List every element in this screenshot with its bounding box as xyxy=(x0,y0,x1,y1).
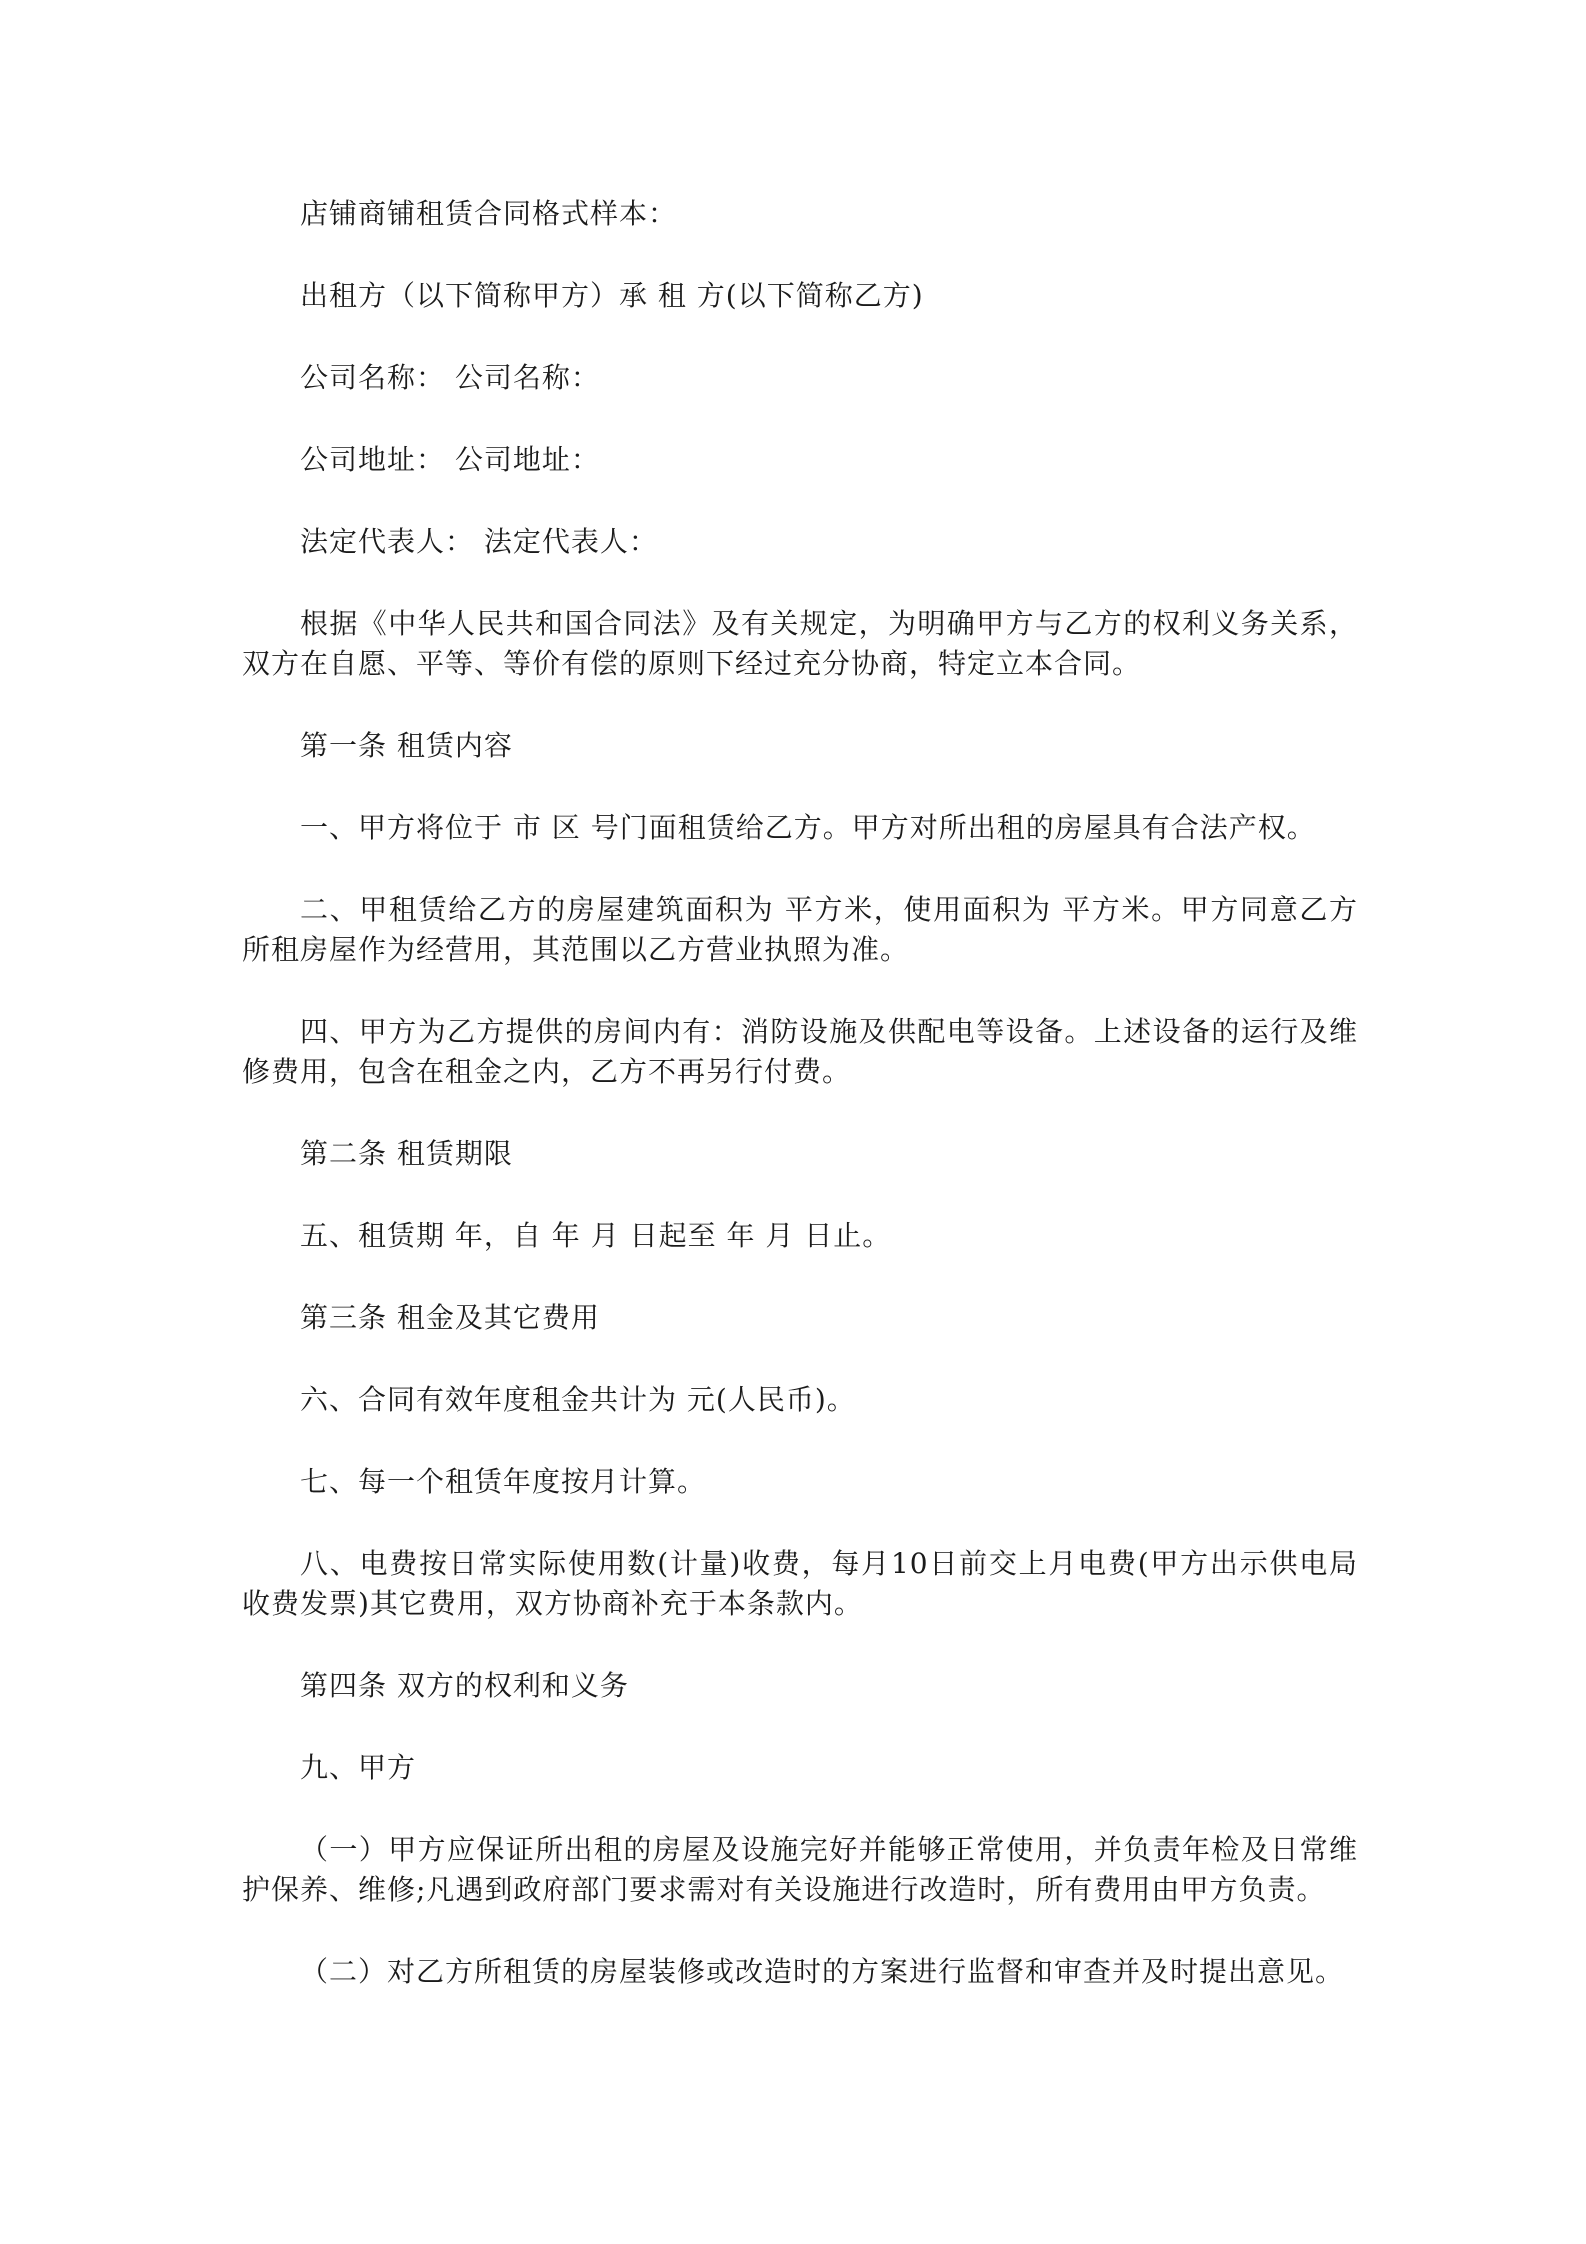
clause-7: 七、每一个租赁年度按月计算。 xyxy=(300,1465,707,1498)
clause-2: 二、甲租赁给乙方的房屋建筑面积为 平方米，使用面积为 平方米。甲方同意乙方所租房屋作为经营用，其范围以乙方营业执照为准。 xyxy=(242,893,1358,966)
article-1-heading: 第一条 租赁内容 xyxy=(300,729,513,762)
document-page xyxy=(242,194,1358,2034)
legal-representative-line: 法定代表人： 法定代表人： xyxy=(300,525,658,558)
clause-8: 八、电费按日常实际使用数(计量)收费，每月10日前交上月电费(甲方出示供电局收费发票)其它费用，双方协商补充于本条款内。 xyxy=(242,1547,1358,1620)
clause-9-item-2: （二）对乙方所租赁的房屋装修或改造时的方案进行监督和审查并及时提出意见。 xyxy=(300,1955,1345,1988)
article-4-heading: 第四条 双方的权利和义务 xyxy=(300,1669,629,1702)
preamble-paragraph: 根据《中华人民共和国合同法》及有关规定，为明确甲方与乙方的权利义务关系，双方在自愿、平等、等价有偿的原则下经过充分协商，特定立本合同。 xyxy=(242,607,1358,680)
clause-5: 五、租赁期 年，自 年 月 日起至 年 月 日止。 xyxy=(300,1219,892,1252)
company-address-line: 公司地址： 公司地址： xyxy=(300,443,600,476)
parties-line: 出租方（以下简称甲方）承 租 方(以下简称乙方) xyxy=(300,279,924,312)
clause-4: 四、甲方为乙方提供的房间内有：消防设施及供配电等设备。上述设备的运行及维修费用，包含在租金之内，乙方不再另行付费。 xyxy=(242,1015,1358,1088)
clause-9-item-1: （一）甲方应保证所出租的房屋及设施完好并能够正常使用，并负责年检及日常维护保养、维修;凡遇到政府部门要求需对有关设施进行改造时，所有费用由甲方负责。 xyxy=(242,1833,1358,1906)
article-2-heading: 第二条 租赁期限 xyxy=(300,1137,513,1170)
company-name-line: 公司名称： 公司名称： xyxy=(300,361,600,394)
clause-6: 六、合同有效年度租金共计为 元(人民币)。 xyxy=(300,1383,856,1416)
document-title: 店铺商铺租赁合同格式样本： xyxy=(300,197,678,230)
clause-9: 九、甲方 xyxy=(300,1751,417,1784)
article-3-heading: 第三条 租金及其它费用 xyxy=(300,1301,600,1334)
clause-1: 一、甲方将位于 市 区 号门面租赁给乙方。甲方对所出租的房屋具有合法产权。 xyxy=(300,811,1316,844)
